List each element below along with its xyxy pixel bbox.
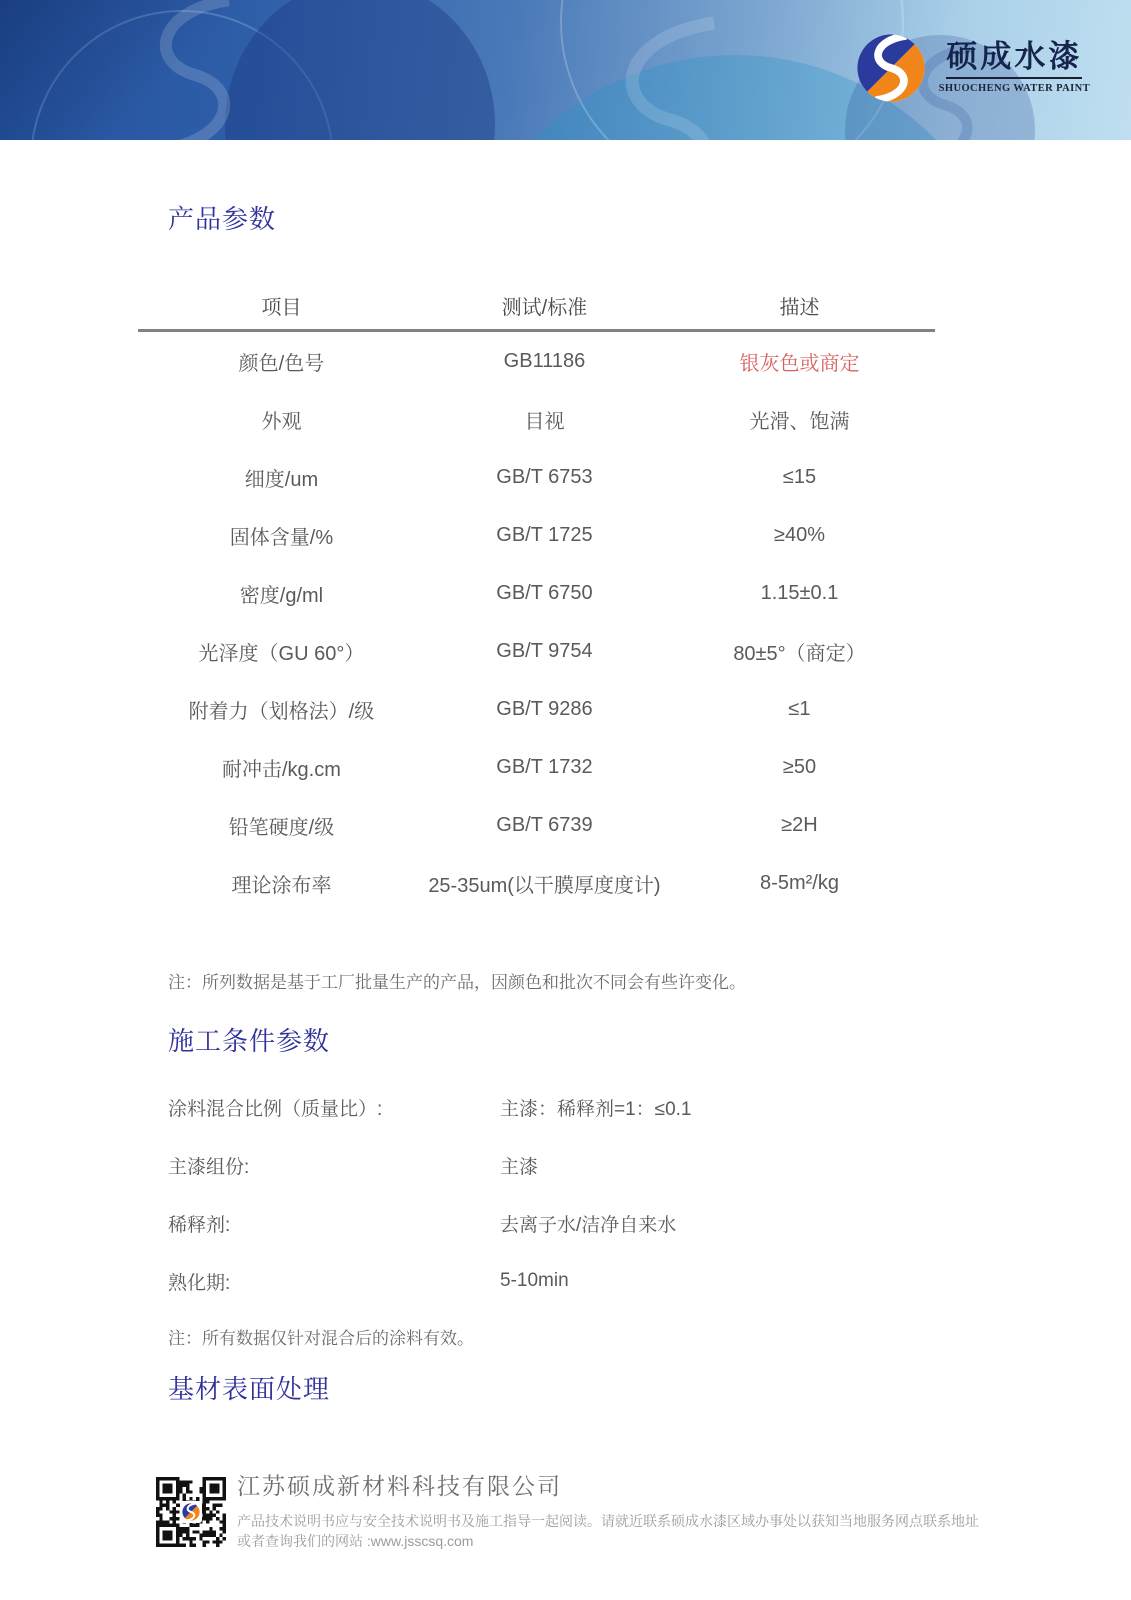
product-table-note: 注：所列数据是基于工厂批量生产的产品，因颜色和批次不同会有些许变化。 <box>168 973 746 992</box>
hero-banner <box>0 0 1131 140</box>
cell-test: GB/T 6739 <box>496 813 593 836</box>
cell-item: 外观 <box>261 410 302 433</box>
table-row <box>138 332 935 390</box>
table-row <box>138 680 935 738</box>
cell-desc: 1.15±0.1 <box>760 581 839 604</box>
cell-desc: ≥2H <box>781 813 818 836</box>
conditions-list <box>168 1078 968 1310</box>
condition-label: 熟化期: <box>168 1272 231 1294</box>
condition-value: 主漆 <box>500 1156 539 1178</box>
cell-desc: 银灰色或商定 <box>739 352 860 375</box>
cell-desc: ≥40% <box>773 523 825 546</box>
brand-logo-icon <box>856 33 926 103</box>
table-row <box>138 622 935 680</box>
cell-desc: ≤15 <box>782 465 817 488</box>
table-row <box>138 390 935 448</box>
footer-disclaimer-line1: 产品技术说明书应与安全技术说明书及施工指导一起阅读。请就近联系硕成水漆区域办事处以获知当地服务网点联系地址 <box>237 1513 979 1529</box>
cell-desc: 光滑、饱满 <box>749 410 850 433</box>
table-row <box>138 738 935 796</box>
condition-value: 去离子水/洁净自来水 <box>500 1214 677 1236</box>
qr-center-logo-icon <box>180 1501 202 1523</box>
footer-company-name: 江苏硕成新材料科技有限公司 <box>237 1473 562 1499</box>
condition-label: 主漆组份: <box>168 1156 250 1178</box>
table-row <box>138 564 935 622</box>
condition-label: 稀释剂: <box>168 1214 231 1236</box>
cell-test: GB/T 9286 <box>496 697 593 720</box>
condition-row <box>168 1078 968 1136</box>
condition-row <box>168 1136 968 1194</box>
cell-test: GB/T 9754 <box>496 639 593 662</box>
table-header-row <box>138 281 935 332</box>
condition-value: 主漆：稀释剂=1：≤0.1 <box>500 1098 692 1120</box>
product-table <box>138 281 935 912</box>
cell-test: GB/T 6750 <box>496 581 593 604</box>
cell-item: 固体含量/% <box>229 526 334 549</box>
watermark-s-swirl <box>110 0 280 140</box>
brand-name-block <box>939 40 1090 96</box>
cell-test: GB/T 6753 <box>496 465 593 488</box>
cell-item: 密度/g/ml <box>239 584 324 607</box>
table-row <box>138 796 935 854</box>
section-title-construction: 施工条件参数 <box>168 1026 331 1056</box>
footer-disclaimer <box>237 1511 979 1551</box>
cell-item: 理论涂布率 <box>231 874 332 897</box>
table-row <box>138 506 935 564</box>
qr-code <box>156 1477 226 1547</box>
brand-logo <box>856 33 1090 103</box>
footer-disclaimer-line2: 或者查询我们的网站 :www.jsscsq.com <box>237 1533 474 1549</box>
cell-desc: 80±5°（商定） <box>733 642 866 665</box>
table-header-test: 测试/标准 <box>501 296 588 319</box>
cell-desc: 8-5m²/kg <box>760 871 839 894</box>
conditions-note: 注：所有数据仅针对混合后的涂料有效。 <box>168 1329 474 1348</box>
watermark-s-swirl <box>560 10 780 140</box>
condition-value: 5-10min <box>500 1270 569 1291</box>
cell-item: 颜色/色号 <box>238 352 325 375</box>
cell-item: 细度/um <box>244 468 319 491</box>
cell-item: 附着力（划格法）/级 <box>188 700 375 723</box>
table-row <box>138 854 935 912</box>
table-header-desc: 描述 <box>779 296 820 319</box>
section-title-product-params: 产品参数 <box>168 204 277 234</box>
table-row <box>138 448 935 506</box>
condition-label: 涂料混合比例（质量比）: <box>168 1098 383 1120</box>
table-header-item: 项目 <box>261 296 302 319</box>
cell-desc: ≥50 <box>782 755 817 778</box>
section-title-surface-treatment: 基材表面处理 <box>168 1374 331 1404</box>
cell-desc: ≤1 <box>788 697 811 720</box>
cell-test: 25-35um(以干膜厚度度计) <box>428 874 661 897</box>
condition-row <box>168 1252 968 1310</box>
cell-item: 光泽度（GU 60°） <box>198 642 365 665</box>
condition-row <box>168 1194 968 1252</box>
cell-item: 铅笔硬度/级 <box>228 816 335 839</box>
cell-test: GB11186 <box>503 349 586 372</box>
cell-test: GB/T 1732 <box>496 755 593 778</box>
cell-item: 耐冲击/kg.cm <box>222 758 341 781</box>
brand-name-en: SHUOCHENG WATER PAINT <box>938 83 1090 94</box>
brand-name-cn: 硕成水漆 <box>946 40 1082 79</box>
cell-test: GB/T 1725 <box>496 523 593 546</box>
cell-test: 目视 <box>524 410 565 433</box>
